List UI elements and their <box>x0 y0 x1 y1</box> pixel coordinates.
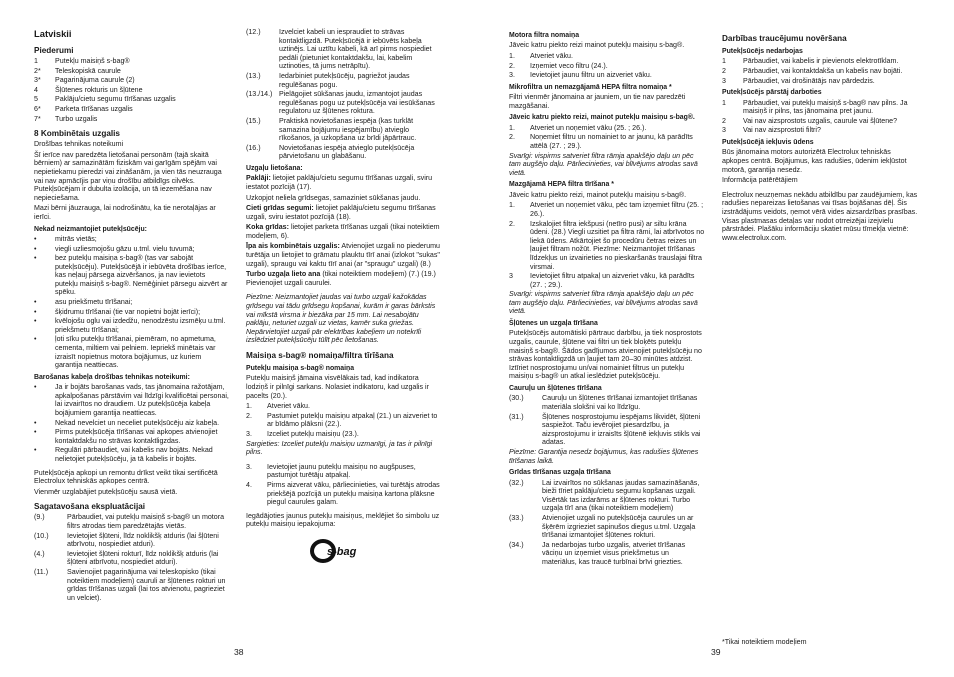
list-item <box>34 235 230 244</box>
note-paragraph: Svarīgi: vispirms satveriet filtra rāmja apakšējo daļu un pēc tam augšējo daļu. Pārliecinieties, vai blīvējums atrodas savā vietā. <box>509 151 698 177</box>
list-item-text: Ja nedarbojas turbo uzgalis, atveriet tīrīšanas vāciņu un izņemiet visus priekšmetus un materiālus, kas traucē turbīnai brīvi griezties. <box>542 540 686 566</box>
list-item <box>722 117 918 126</box>
list-marker: 2 <box>722 67 726 75</box>
list-item <box>246 72 442 89</box>
paragraph: Drošības tehnikas noteikumi <box>34 140 124 149</box>
column-4 <box>722 28 918 244</box>
paragraph: Informācija patērētājiem <box>722 176 798 185</box>
section-heading: Darbības traucējumu novēršana <box>722 34 847 43</box>
column-1 <box>34 28 230 603</box>
list-item <box>509 541 705 567</box>
list-item-text: Paklāju/cietu segumu tīrīšanas uzgalis <box>55 95 176 104</box>
list-item <box>722 126 918 135</box>
list-item-text: Lai izvairītos no sūkšanas jaudas samazināšanās, bieži tīriet paklāju/cietu segumu kopšanas uzgali. Visērtāk tas izdarāms ar šļūtenes rokturi. Turbo uzgaļa tīrī ana (tikai noteiktiem modeļiem) <box>542 478 700 513</box>
list-item-text: Pārbaudiet, vai kabelis ir pievienots elektrotīklam. <box>743 57 899 66</box>
list-marker: (11.) <box>34 567 49 576</box>
bold-lead: Īpa ais kombinētais uzgalis: <box>246 242 340 251</box>
list-item <box>246 481 442 507</box>
list-item-text: Atveriet vāku. <box>530 52 573 60</box>
list-item <box>509 71 705 80</box>
list-item-text: Pielāgojiet sūkšanas jaudu, izmantojot jaudas regulēšanas pogu uz putekļsūcēja vai iesūkšanas regulatoru uz šļūtenes roktura. <box>279 90 435 116</box>
list-item-text: Atveriet vāku. <box>267 402 310 411</box>
list-item-text: Novietošanas iespēja atvieglo putekļsūcēja pārvietošanu un glabāšanu. <box>279 143 415 161</box>
section-heading: Piederumi <box>34 46 74 55</box>
list-marker: 3. <box>509 71 515 80</box>
list-item-text: ļoti sīku putekļu tīrīšanai, piemēram, no apmetuma, cementa, miltiem vai pelniem. Iepriekš minētais var izraisīt nopietnus motora bojājumus, uz kuriem garantija neattiecas. <box>55 335 216 370</box>
list-item <box>34 317 230 334</box>
note-paragraph: Sargieties: Izceliet putekļu maisiņu uzmanīgi, ja tas ir pilnīgi pilns. <box>246 439 433 457</box>
list-item-text: Savienojiet pagarinājuma vai teleskopisko (tikai noteiktiem modeļiem) cauruli ar šļūtenes rokturi un grīdas tīrīšanas uzgali (lai tos atvienotu, pagrieziet un velciet). <box>67 567 226 602</box>
list-marker: • <box>34 298 37 307</box>
list-item <box>34 419 230 428</box>
list-item-text: Šļūtenes nosprostojumu iespējams likvidēt, šļūteni saspiežot. Taču ievērojiet piesardzību, ja aizsprostojumu ir izraisīts šļūtenē iekļuvis stikls vai adatas. <box>542 412 701 447</box>
bold-lead: Turbo uzgaļa lieto ana <box>246 270 321 279</box>
bold-lead: Cieti grīdas segumi: <box>246 204 314 213</box>
list-item <box>34 532 230 549</box>
list-marker: (10.) <box>34 531 49 540</box>
s-bag-logo <box>246 531 442 568</box>
list-marker: (34.) <box>509 540 524 549</box>
list-item-text: Izvelciet kabeli un iespraudiet to strāvas kontaktligzdā. Putekļsūcējā ir iebūvēts kabeļa uztinējs. Lai uztītu kabeli, kā arī pirms nospiediet pedāli (pietuniet kontaktdakšu, lai, kabelim uztinoties, tā jums netrāpītu). <box>279 28 432 71</box>
list-item <box>246 402 442 411</box>
list-item-text: Regulāri pārbaudiet, vai kabelis nav bojāts. Nekad nelietojiet putekļsūcēju, ja tā kabelis ir bojāts. <box>55 446 213 463</box>
list-item <box>34 298 230 307</box>
list-item <box>34 550 230 567</box>
list-item-text: Praktiskā novietošanas iespēja (kas turklāt samazina bojājumu iespējamību) atvieglo rīkošanos, ja uzkopšana uz brīdi jāpārtrauc. <box>279 116 417 143</box>
paragraph <box>246 174 442 191</box>
list-item <box>246 117 442 143</box>
list-item-text: Ievietojiet jaunu filtru un aizveriet vāku. <box>530 71 652 80</box>
list-item-text: Ja ir bojāts barošanas vads, tas jānomaina ražotājam, apkalpošanas pārstāvim vai līdzīgi kvalificētai personai, lai izvairītos no draudiem. Uz putekļsūcēja kabeļa bojājumiem garantija neattiecas. <box>55 383 229 417</box>
list-marker: • <box>34 234 37 243</box>
list-marker: 6* <box>34 104 41 113</box>
list-item-text: Vai nav aizsprostoti filtri? <box>743 126 821 135</box>
list-item-text: Pārbaudiet, vai kontaktdakša un kabelis nav bojāti. <box>743 67 903 75</box>
list-item <box>722 77 918 86</box>
list-item-text: Šļūtenes rokturis un šļūtene <box>55 85 143 94</box>
list-marker: 5 <box>34 95 38 104</box>
section-heading: Cauruļu un šļūtenes tīrīšana <box>509 385 602 393</box>
list-item <box>34 95 230 104</box>
paragraph: Vienmēr uzglabājiet putekļsūcēju sausā vietā. <box>34 487 178 496</box>
paragraph: Putekļsūcējs automātiski pārtrauc darbību, ja tiek nosprostots uzgalis, caurule, šļūtene vai filtri un tiek bloķēts putekļu maisiņš s-bag®. Šādos gadījumos atvienojiet putekļsūcēju no strāvas kontaktligzdā un ļaujiet tam 20–30 minūtes atdzist. Iztīriet nosprostojumu un/vai nomainiet filtrus un putekļu maisiņu s-bag® un atkal ieslēdziet putekļsūcēju. <box>509 329 702 381</box>
list-item-text: kvēlojošu oglu vai izdedžu, nenodzēstu izsmēķu u.tml. priekšmetu tīrīšanai; <box>55 317 226 334</box>
list-item <box>509 133 705 150</box>
list-marker: 2* <box>34 66 41 75</box>
list-marker: 1 <box>722 98 726 107</box>
list-item-text: šķidrumu tīrīšanai (tie var nopietni bojāt ierīci); <box>55 307 201 316</box>
list-item-text: bez putekļu maisiņa s-bag® (tas var sabojāt putekļsūcēju). Putekļsūcējā ir iebūvēta drošības ierīce, kas neļauj pārsega aizvēršanos, ja nav ievietots putekļu maisiņš s-bag®. Nemēģiniet pārsegu aizvērt ar spēku. <box>55 254 228 297</box>
section-heading: Nekad neizmantojiet putekļsūcēju: <box>34 225 147 233</box>
paragraph: Putekļu maisiņš jāmaina visvēlākais tad, kad indikatora lodziņš ir pilnīgi sarkans. Nolasiet indikatoru, kad uzgalis ir pacelts (20.). <box>246 374 429 400</box>
list-item-text: Vai nav aizsprostots uzgalis, caurule vai šļūtene? <box>743 116 898 125</box>
paragraph-text: Atvienojiet uzgali no piederumu turētāja un lietojiet to grāmatu plauktu tīrī anai (izlokot "sukas" uzgali), spraugu vai kaktu tīrī anai (ar "spraugu" uzgali) (8.) <box>246 242 440 268</box>
list-item <box>34 105 230 114</box>
list-marker: (15.) <box>246 116 261 125</box>
list-marker: 3* <box>34 76 41 85</box>
list-marker: • <box>34 244 37 253</box>
section-heading: Jāveic katru piekto reizi, mainot putekļu maisiņu s-bag®. <box>509 114 695 122</box>
list-item-text: Iedarbiniet putekļsūcēju, pagriežot jaudas regulēšanas pogu. <box>279 71 410 89</box>
paragraph: Šī ierīce nav paredzēta lietošanai personām (tajā skaitā bērniem) ar samazinātām fiziskām vai garīgām spējām vai nepietiekamu pieredzi vai zināšanām, ja vien tās neuzrauga vai nav apmācījis par viņu drošību atbildīgs cilvēks. Putekļsūcējam ir dubulta izolācija, un tā iezemēšana nav nepieciešama. <box>34 150 222 202</box>
paragraph: Būs jānomaina motors autorizētā Electrolux tehniskās apkopes centrā. Bojājumus, kas radušies, ūdenim iekļūstot motorā, garantija nesedz. <box>722 148 907 174</box>
paragraph: Iegādājoties jaunus putekļu maisiņus, meklējiet šo simbolu uz putekļu maisiņu iepakojuma: <box>246 511 440 529</box>
list-item-text: Ievietojiet šļūteni, līdz noklikšķ atduris (lai šļūteni atbrīvotu, nospiediet atduri). <box>67 531 219 549</box>
list-item-text: Noņemiet filtru un nomainiet to ar jaunu, kā parādīts attēlā (27. ; 29.). <box>530 133 693 150</box>
list-item-text: Ievietojiet filtru atpakaļ un aizveriet vāku, kā parādīts (27. ; 29.). <box>530 272 695 289</box>
list-item <box>722 67 918 76</box>
list-item-text: Nekad nevelciet un neceliet putekļsūcēju aiz kabeļa. <box>55 418 220 427</box>
section-heading: Latviskii <box>34 28 72 39</box>
column-2 <box>246 28 442 568</box>
list-item-text: Pirms aizverat vāku, pārliecinieties, vai turētājs atrodas priekšējā pozīcijā un putekļu maisiņa kartona plāksne piegul caurules galam. <box>267 480 440 507</box>
list-item-text: Pārbaudiet, vai putekļu maisiņš s-bag® nav pilns. Ja maisiņš ir pilns, tas jānomaina pret jaunu. <box>743 98 908 116</box>
list-item-text: asu priekšmetu tīrīšanai; <box>55 298 133 307</box>
list-item-text: Putekļu maisiņš s-bag® <box>55 57 130 65</box>
list-marker: 2. <box>246 411 252 420</box>
list-marker: 4. <box>246 480 252 489</box>
list-marker: (16.) <box>246 143 261 152</box>
list-item <box>34 568 230 602</box>
list-marker: • <box>34 254 37 263</box>
paragraph <box>246 270 442 287</box>
list-item <box>722 99 918 116</box>
list-marker: (32.) <box>509 478 524 487</box>
list-item <box>509 479 705 513</box>
list-item <box>509 201 705 218</box>
note-paragraph: Piezīme: Garantija nesedz bojājumus, kas radušies šļūtenes tīrīšanas laikā. <box>509 448 699 465</box>
list-marker: 3 <box>722 126 726 135</box>
list-item <box>509 514 705 540</box>
list-marker: 1. <box>246 402 252 411</box>
list-marker: (31.) <box>509 412 524 421</box>
list-item-text: Izceliet putekļu maisiņu (23.). <box>267 429 359 438</box>
list-item <box>34 67 230 76</box>
page-number-right: 39 <box>711 647 721 657</box>
list-item <box>246 28 442 71</box>
list-item <box>509 394 705 411</box>
list-item <box>34 86 230 95</box>
list-marker: • <box>34 446 37 455</box>
list-item-text: Parketa tīrīšanas uzgalis <box>55 104 133 113</box>
list-item <box>34 308 230 317</box>
list-item-text: Atvienojiet uzgali no putekļsūcēja caurules un ar šķērēm izgrieziet sapinušos diegus u.tml. Uzgaļa tīrīšanai izmantojiet šļūtenes rokturi. <box>542 513 696 540</box>
list-item-text: Pārbaudiet, vai putekļu maisiņš s-bag® un motora filtrs atrodas tiem paredzētajās vietās. <box>67 513 225 530</box>
section-heading: Putekļsūcējā iekļuvis ūdens <box>722 138 814 146</box>
list-marker: 1. <box>509 52 515 60</box>
list-marker: (9.) <box>34 513 45 522</box>
paragraph: Mazi bērni jāuzrauga, lai nodrošinātu, ka tie nerotaļājas ar ierīci. <box>34 204 216 221</box>
list-item-text: Cauruļu un šļūtenes tīrīšanai izmantojiet tīrīšanas materiāla slokšni vai ko līdzīgu. <box>542 394 698 412</box>
list-item-text: Izņemiet veco filtru (24.). <box>530 61 608 70</box>
list-marker: (4.) <box>34 549 45 558</box>
paragraph-text: lietojiet parketa tīrīšanas uzgali (tikai noteiktiem modeļiem, 6). <box>246 223 440 240</box>
list-item-text: Ievietojiet jaunu putekļu maisiņu no augšpuses, pastumjot turētāju atpakaļ. <box>267 462 416 480</box>
list-item <box>34 254 230 297</box>
paragraph-text: lietojiet paklāju/cietu segumu tīrīšanas uzgali, sviru iestatot pozīcijā (18). <box>246 204 436 221</box>
section-heading: 8 Kombinētais uzgalis <box>34 129 120 139</box>
list-marker: 1. <box>509 123 515 132</box>
list-marker: 7* <box>34 114 41 123</box>
list-marker: 2. <box>509 61 515 70</box>
list-item <box>34 446 230 463</box>
list-item <box>509 62 705 71</box>
section-heading: Putekļu maisiņa s-bag® nomaiņa <box>246 365 355 372</box>
list-marker: (12.) <box>246 28 261 36</box>
section-heading: Grīdas tīrīšanas uzgaļa tīrīšana <box>509 469 611 477</box>
list-item <box>509 124 705 133</box>
list-item-text: Ievietojiet šļūteni rokturī, līdz noklikšķ atduris (lai šļūteni atbrīvotu, nospiediet atduri). <box>67 549 219 567</box>
list-marker: 3 <box>509 272 513 281</box>
list-item <box>34 428 230 445</box>
list-item-text: Atveriet un noņemiet vāku (25. ; 26.). <box>530 123 647 132</box>
s-bag-logo-icon <box>306 535 357 565</box>
list-item <box>509 220 705 272</box>
section-heading: Mikrofiltra un nemazgājamā HEPA filtra nomaiņa * <box>509 83 672 91</box>
section-heading: Sagatavošana ekspluatācijai <box>34 502 146 512</box>
paragraph <box>246 204 442 221</box>
section-heading: Maisiņa s-bag® nomaiņa/filtra tīrīšana <box>246 351 394 360</box>
list-item-text: Turbo uzgalis <box>55 114 98 123</box>
bold-lead: Paklāji: <box>246 174 271 183</box>
list-marker: (30.) <box>509 394 524 403</box>
list-item-text: Teleskopiskā caurule <box>55 66 121 75</box>
section-heading: Putekļsūcējs nedarbojas <box>722 48 803 55</box>
paragraph-text: lietojiet paklāju/cietu segumu tīrīšanas uzgali, sviru iestatot pozīcijā (17). <box>246 174 433 191</box>
list-marker: 2 <box>722 116 726 125</box>
paragraph <box>246 242 442 268</box>
list-item-text: mitrās vietās; <box>55 234 97 243</box>
list-marker: 3. <box>246 462 252 471</box>
bold-lead: Koka grīdas: <box>246 223 289 232</box>
note-paragraph: Svarīgi: vispirms satveriet filtra rāmja apakšējo daļu un pēc tam augšējo daļu. Pārliecinieties, vai blīvējums atrodas savā vietā. <box>509 290 698 316</box>
paragraph-text: (tikai noteiktiem modeļiem) (7.) (19.) Pievienojiet uzgali caurulei. <box>246 270 436 287</box>
s-bag-logo-text: s-bag <box>327 545 357 558</box>
page-number-left: 38 <box>234 647 244 657</box>
list-marker: 2. <box>509 219 515 228</box>
section-heading: Uzgaļu lietošana: <box>246 164 303 172</box>
list-marker: • <box>34 418 37 427</box>
list-item <box>246 430 442 439</box>
list-marker: • <box>34 383 37 392</box>
section-heading: Putekļsūcējs pārstāj darboties <box>722 89 822 97</box>
column-3 <box>509 28 705 568</box>
paragraph <box>246 223 442 240</box>
list-marker: 1 <box>722 57 726 66</box>
list-item <box>509 52 705 61</box>
paragraph: Putekļsūcēja apkopi un remontu drīkst veikt tikai sertificētā Electrolux tehniskās apkopes centrā. <box>34 468 218 486</box>
list-item-text: Pastumiet putekļu maisiņu atpakaļ (21.) un aizveriet to ar bīdāmo plāksni (22.). <box>267 411 438 429</box>
list-item <box>34 76 230 85</box>
list-marker: 3 <box>722 76 726 85</box>
list-item-text: Pirms putekļsūcēja tīrīšanas vai apkopes atvienojiet kontaktdakšu no strāvas kontaktligzdas. <box>55 428 218 445</box>
list-item <box>246 90 442 116</box>
list-item <box>246 144 442 161</box>
list-item <box>34 57 230 66</box>
list-marker: • <box>34 317 37 326</box>
list-marker: • <box>34 307 37 316</box>
list-item-text: Pārbaudiet, vai drošinātājs nav pārdedzis. <box>743 76 875 85</box>
paragraph: Uzkopjot neliela grīdsegas, samaziniet sūkšanas jaudu. <box>246 193 421 202</box>
list-marker: 4 <box>34 85 38 94</box>
section-heading: Barošanas kabeļa drošības tehnikas noteikumi: <box>34 373 190 381</box>
paragraph: Filtri vienmēr jānomaina ar jauniem, un tie nav paredzēti mazgāšanai. <box>509 93 686 110</box>
list-marker: • <box>34 335 37 344</box>
paragraph: Electrolux neuzņemas nekādu atbildību par zaudējumiem, kas radušies nepareizas lietošanas vai tīsas bojāšanas dēļ. Šis izstrādājums veidots, ņemot vērā vides aizsardzības prasības. Visas plastmasas detaļas var nodot otrreizējai izejvielu pārstrādei. Plašāku informāciju skatiet mūsu tīmekļa vietnē: www.electrolux.com. <box>722 190 918 242</box>
section-heading: Mazgājamā HEPA filtra tīrīšana * <box>509 181 614 189</box>
list-item <box>34 335 230 369</box>
list-marker: (13.) <box>246 71 261 80</box>
paragraph: Jāveic katru piekto reizi, mainot putekļu maisiņu s-bag®. <box>509 190 687 199</box>
note-paragraph: Piezīme: Neizmantojiet jaudas vai turbo uzgali kažokādas grīdsegu vai tādu grīdsegu kopšanai, kurām ir garas bārkstis vai mīkstā virsma ir biezāka par 15 mm. Lai nesabojātu paklāju, neturiet uzgali uz vietas, kamēr suka griežas. Nepārvietojiet uzgali pār elektrības kabeļiem un notekrīli izslēdziet putekļsūcēju tūlīt pēc lietošanas. <box>246 293 436 345</box>
list-item-text: Atveriet un noņemiet vāku, pēc tam izņemiet filtru (25. ; 26.). <box>530 201 704 218</box>
list-item <box>509 413 705 447</box>
list-item <box>246 463 442 480</box>
footnote: *Tikai noteiktiem modeļiem <box>722 638 807 646</box>
list-marker: (13./14.) <box>246 90 273 99</box>
list-item <box>34 513 230 530</box>
list-item <box>34 383 230 417</box>
list-marker: 1 <box>34 57 38 65</box>
section-heading: Motora filtra nomaiņa <box>509 32 580 39</box>
list-item <box>509 272 705 289</box>
list-item-text: Pagarinājuma caurule (2) <box>55 76 135 85</box>
list-item-text: viegli uzliesmojošu gāzu u.tml. vielu tuvumā; <box>55 244 195 253</box>
paragraph: Jāveic katru piekto reizi mainot putekļu maisiņu s-bag®. <box>509 41 685 50</box>
section-heading: Šļūtenes un uzgaļa tīrīšana <box>509 320 598 328</box>
list-item-text: Izskalojiet filtra iekšpusi (netīro pusi) ar siltu krāna ūdeni. (28.) Viegli uzsitiet pa filtra rāmi, lai atbrīvotos no liekā ūdens. Atkārtojiet šo procedūru četras reizes un ļaujiet filtram nožūt. Piezīme: Neizmantojiet tīrīšanas līdzekļus un izvairieties no pieskaršanās trauslajai filtra virsmai. <box>530 219 705 271</box>
list-marker: 2. <box>509 133 515 142</box>
list-item <box>246 412 442 429</box>
list-marker: • <box>34 428 37 437</box>
list-item <box>722 57 918 66</box>
list-item <box>34 245 230 254</box>
list-marker: 1. <box>509 201 515 210</box>
list-marker: (33.) <box>509 513 524 522</box>
list-item <box>34 115 230 124</box>
list-marker: 3. <box>246 429 252 438</box>
